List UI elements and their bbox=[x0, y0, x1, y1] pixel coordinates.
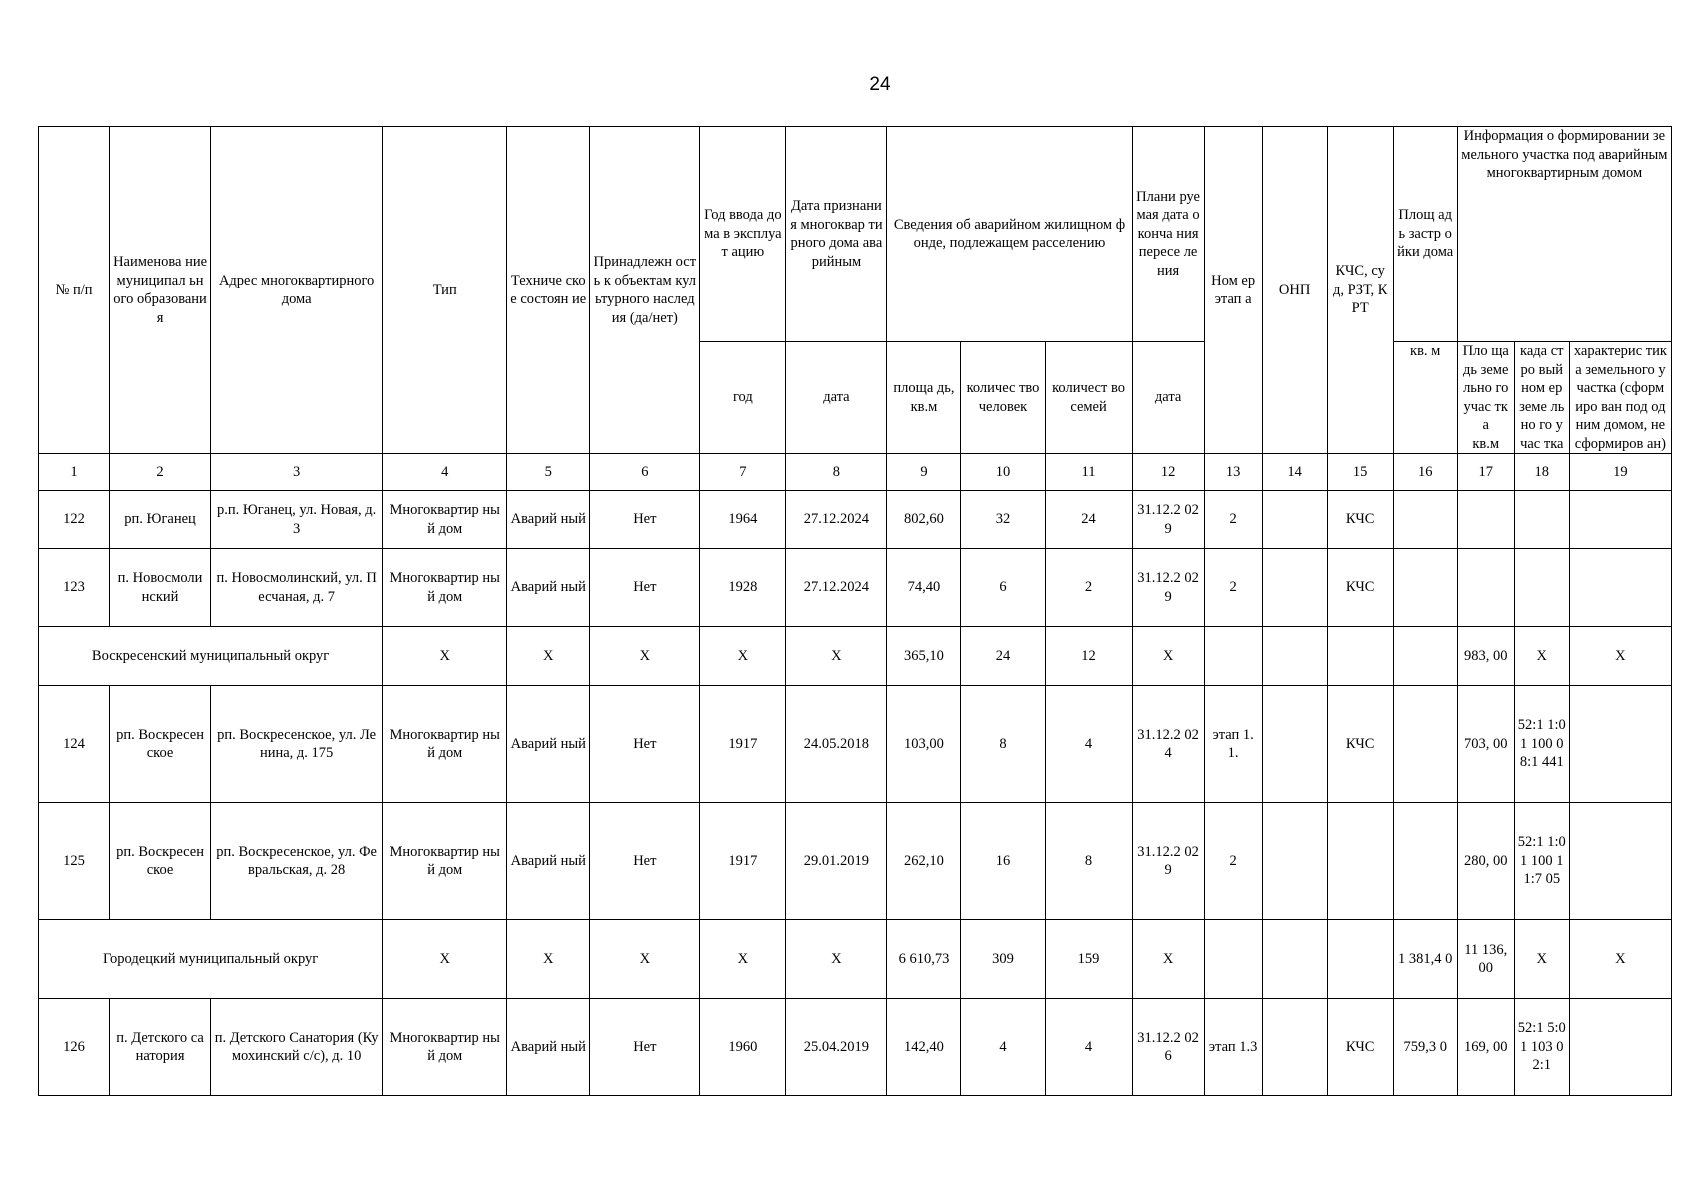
cell-land-char bbox=[1569, 491, 1671, 549]
cell-planned: 31.12.2 029 bbox=[1132, 803, 1204, 920]
cell-stage: 2 bbox=[1204, 803, 1262, 920]
subheader-families: количест во семей bbox=[1045, 342, 1132, 454]
col-number: 1 bbox=[39, 454, 110, 491]
summary-district-name: Воскресенский муниципальный округ bbox=[39, 627, 383, 686]
cell-cadastral: 52:1 5:01 103 02:1 bbox=[1514, 999, 1569, 1096]
cell-year: 1928 bbox=[700, 549, 786, 627]
cell-land-char bbox=[1569, 549, 1671, 627]
summary-row bbox=[39, 627, 1672, 686]
cell-people: 16 bbox=[961, 803, 1045, 920]
cell-stage: 2 bbox=[1204, 549, 1262, 627]
cell-built-area bbox=[1393, 491, 1457, 549]
cell-date: X bbox=[786, 627, 887, 686]
cell-land-char: X bbox=[1569, 920, 1671, 999]
cell-heritage: Нет bbox=[590, 686, 700, 803]
header-recognition-date: Дата признания многоквар тирного дома аварийным bbox=[786, 127, 887, 342]
cell-year: 1964 bbox=[700, 491, 786, 549]
cell-date: 27.12.2024 bbox=[786, 491, 887, 549]
cell-people: 4 bbox=[961, 999, 1045, 1096]
cell-families: 4 bbox=[1045, 999, 1132, 1096]
col-number: 4 bbox=[383, 454, 507, 491]
cell-area: 365,10 bbox=[887, 627, 961, 686]
cell-planned: X bbox=[1132, 627, 1204, 686]
cell-stage: 2 bbox=[1204, 491, 1262, 549]
col-number: 11 bbox=[1045, 454, 1132, 491]
cell-built-area: 1 381,4 0 bbox=[1393, 920, 1457, 999]
cell-num: 124 bbox=[39, 686, 110, 803]
cell-type: Многоквартир ный дом bbox=[383, 491, 507, 549]
summary-row bbox=[39, 920, 1672, 999]
cell-land-char bbox=[1569, 999, 1671, 1096]
cell-people: 32 bbox=[961, 491, 1045, 549]
cell-address: п. Новосмолинский, ул. Песчаная, д. 7 bbox=[211, 549, 383, 627]
header-built-area: Площ адь застр ойки дома bbox=[1393, 127, 1457, 342]
cell-municipality: рп. Воскресен ское bbox=[110, 803, 211, 920]
cell-area: 802,60 bbox=[887, 491, 961, 549]
emergency-housing-table bbox=[38, 126, 1672, 1096]
cell-area: 262,10 bbox=[887, 803, 961, 920]
col-number: 13 bbox=[1204, 454, 1262, 491]
cell-area: 142,40 bbox=[887, 999, 961, 1096]
cell-land-area: 280, 00 bbox=[1457, 803, 1514, 920]
cell-state: X bbox=[507, 627, 590, 686]
page-number: 24 bbox=[869, 74, 891, 95]
cell-area: 6 610,73 bbox=[887, 920, 961, 999]
cell-planned: X bbox=[1132, 920, 1204, 999]
cell-num: 122 bbox=[39, 491, 110, 549]
land-area-label: Пло щадь земе льно го учас тка bbox=[1462, 343, 1509, 433]
cell-onp bbox=[1262, 491, 1327, 549]
cell-land-area bbox=[1457, 549, 1514, 627]
header-kchs: КЧС, суд, РЗТ, КРТ bbox=[1327, 127, 1393, 454]
cell-heritage: X bbox=[590, 627, 700, 686]
cell-state: Аварий ный bbox=[507, 999, 590, 1096]
cell-type: X bbox=[383, 627, 507, 686]
cell-date: 29.01.2019 bbox=[786, 803, 887, 920]
cell-state: X bbox=[507, 920, 590, 999]
header-onp: ОНП bbox=[1262, 127, 1327, 454]
cell-area: 103,00 bbox=[887, 686, 961, 803]
col-number: 12 bbox=[1132, 454, 1204, 491]
cell-date: X bbox=[786, 920, 887, 999]
table-row bbox=[39, 549, 1672, 627]
header-address: Адрес многоквартирного дома bbox=[211, 127, 383, 454]
header-tech-state: Техниче ское состоян ие bbox=[507, 127, 590, 454]
cell-state: Аварий ный bbox=[507, 803, 590, 920]
cell-cadastral bbox=[1514, 491, 1569, 549]
cell-land-area: 983, 00 bbox=[1457, 627, 1514, 686]
cell-people: 6 bbox=[961, 549, 1045, 627]
cell-land-char bbox=[1569, 686, 1671, 803]
cell-families: 2 bbox=[1045, 549, 1132, 627]
cell-families: 12 bbox=[1045, 627, 1132, 686]
cell-heritage: Нет bbox=[590, 549, 700, 627]
cell-heritage: Нет bbox=[590, 999, 700, 1096]
header-stage: Ном ер этап а bbox=[1204, 127, 1262, 454]
col-number: 15 bbox=[1327, 454, 1393, 491]
cell-onp bbox=[1262, 999, 1327, 1096]
cell-kchs bbox=[1327, 627, 1393, 686]
cell-address: рп. Воскресенское, ул. Ленина, д. 175 bbox=[211, 686, 383, 803]
cell-type: Многоквартир ный дом bbox=[383, 549, 507, 627]
cell-municipality: рп. Юганец bbox=[110, 491, 211, 549]
table-row bbox=[39, 491, 1672, 549]
cell-land-area bbox=[1457, 491, 1514, 549]
table-row bbox=[39, 803, 1672, 920]
cell-onp bbox=[1262, 549, 1327, 627]
cell-municipality: п. Детского санатория bbox=[110, 999, 211, 1096]
cell-built-area: 759,3 0 bbox=[1393, 999, 1457, 1096]
subheader-date: дата bbox=[786, 342, 887, 454]
cell-land-area: 169, 00 bbox=[1457, 999, 1514, 1096]
cell-cadastral: X bbox=[1514, 920, 1569, 999]
cell-num: 126 bbox=[39, 999, 110, 1096]
header-emergency-fund: Сведения об аварийном жилищном фонде, подлежащем расселению bbox=[887, 127, 1132, 342]
cell-families: 24 bbox=[1045, 491, 1132, 549]
subheader-built-unit: кв. м bbox=[1393, 342, 1457, 454]
header-row-1 bbox=[39, 127, 1672, 342]
cell-families: 4 bbox=[1045, 686, 1132, 803]
col-number: 17 bbox=[1457, 454, 1514, 491]
col-number: 7 bbox=[700, 454, 786, 491]
cell-municipality: п. Новосмоли нский bbox=[110, 549, 211, 627]
cell-kchs bbox=[1327, 920, 1393, 999]
cell-land-char bbox=[1569, 803, 1671, 920]
cell-state: Аварий ный bbox=[507, 549, 590, 627]
cell-planned: 31.12.2 029 bbox=[1132, 549, 1204, 627]
cell-kchs: КЧС bbox=[1327, 999, 1393, 1096]
cell-year: 1960 bbox=[700, 999, 786, 1096]
header-year-built: Год ввода дома в эксплуат ацию bbox=[700, 127, 786, 342]
cell-area: 74,40 bbox=[887, 549, 961, 627]
cell-year: 1917 bbox=[700, 803, 786, 920]
cell-state: Аварий ный bbox=[507, 491, 590, 549]
cell-land-area: 703, 00 bbox=[1457, 686, 1514, 803]
cell-stage: этап 1.3 bbox=[1204, 999, 1262, 1096]
cell-families: 159 bbox=[1045, 920, 1132, 999]
col-number: 6 bbox=[590, 454, 700, 491]
cell-kchs: КЧС bbox=[1327, 549, 1393, 627]
table-row bbox=[39, 686, 1672, 803]
cell-address: рп. Воскресенское, ул. Февральская, д. 28 bbox=[211, 803, 383, 920]
col-number: 18 bbox=[1514, 454, 1569, 491]
col-number: 10 bbox=[961, 454, 1045, 491]
cell-heritage: Нет bbox=[590, 803, 700, 920]
cell-onp bbox=[1262, 627, 1327, 686]
cell-address: р.п. Юганец, ул. Новая, д. 3 bbox=[211, 491, 383, 549]
cell-stage bbox=[1204, 920, 1262, 999]
cell-onp bbox=[1262, 803, 1327, 920]
summary-district-name: Городецкий муниципальный округ bbox=[39, 920, 383, 999]
col-number: 8 bbox=[786, 454, 887, 491]
cell-heritage: Нет bbox=[590, 491, 700, 549]
cell-onp bbox=[1262, 920, 1327, 999]
subheader-planned-date: дата bbox=[1132, 342, 1204, 454]
header-heritage: Принадлежн ость к объектам культурного наследия (да/нет) bbox=[590, 127, 700, 454]
cell-cadastral: 52:1 1:01 100 11:7 05 bbox=[1514, 803, 1569, 920]
cell-built-area bbox=[1393, 627, 1457, 686]
cell-type: Многоквартир ный дом bbox=[383, 803, 507, 920]
col-number: 2 bbox=[110, 454, 211, 491]
cell-date: 24.05.2018 bbox=[786, 686, 887, 803]
col-number: 14 bbox=[1262, 454, 1327, 491]
header-planned-date: Плани руемая дата оконча ния пересе ления bbox=[1132, 127, 1204, 342]
cell-cadastral: 52:1 1:01 100 08:1 441 bbox=[1514, 686, 1569, 803]
cell-land-area: 11 136, 00 bbox=[1457, 920, 1514, 999]
column-number-row bbox=[39, 454, 1672, 491]
subheader-people: количес тво человек bbox=[961, 342, 1045, 454]
cell-onp bbox=[1262, 686, 1327, 803]
subheader-year: год bbox=[700, 342, 786, 454]
cell-date: 27.12.2024 bbox=[786, 549, 887, 627]
cell-planned: 31.12.2 029 bbox=[1132, 491, 1204, 549]
cell-year: X bbox=[700, 627, 786, 686]
cell-people: 8 bbox=[961, 686, 1045, 803]
cell-people: 24 bbox=[961, 627, 1045, 686]
cell-kchs: КЧС bbox=[1327, 686, 1393, 803]
cell-address: п. Детского Санатория (Кумохинский с/с), д. 10 bbox=[211, 999, 383, 1096]
col-number: 19 bbox=[1569, 454, 1671, 491]
cell-built-area bbox=[1393, 803, 1457, 920]
header-num: № п/п bbox=[39, 127, 110, 454]
cell-municipality: рп. Воскресен ское bbox=[110, 686, 211, 803]
subheader-land-char: характерис тика земельного участка (сформиро ван под одним домом, не сформиров ан) bbox=[1569, 342, 1671, 454]
subheader-cadastral: када стро вый ном ер земе льно го учас тка bbox=[1514, 342, 1569, 454]
subheader-area: площа дь, кв.м bbox=[887, 342, 961, 454]
cell-date: 25.04.2019 bbox=[786, 999, 887, 1096]
cell-type: Многоквартир ный дом bbox=[383, 999, 507, 1096]
cell-year: X bbox=[700, 920, 786, 999]
cell-heritage: X bbox=[590, 920, 700, 999]
cell-cadastral bbox=[1514, 549, 1569, 627]
subheader-land-area bbox=[1457, 342, 1514, 454]
table-row bbox=[39, 999, 1672, 1096]
col-number: 5 bbox=[507, 454, 590, 491]
land-area-unit: кв.м bbox=[1472, 435, 1500, 452]
header-land-info: Информация о формировании земельного участка под аварийным многоквартирным домом bbox=[1457, 127, 1671, 342]
cell-type: X bbox=[383, 920, 507, 999]
cell-families: 8 bbox=[1045, 803, 1132, 920]
cell-cadastral: X bbox=[1514, 627, 1569, 686]
cell-state: Аварий ный bbox=[507, 686, 590, 803]
cell-num: 125 bbox=[39, 803, 110, 920]
header-type: Тип bbox=[383, 127, 507, 454]
cell-stage bbox=[1204, 627, 1262, 686]
cell-built-area bbox=[1393, 549, 1457, 627]
col-number: 16 bbox=[1393, 454, 1457, 491]
cell-stage: этап 1.1. bbox=[1204, 686, 1262, 803]
cell-kchs: КЧС bbox=[1327, 491, 1393, 549]
cell-people: 309 bbox=[961, 920, 1045, 999]
cell-num: 123 bbox=[39, 549, 110, 627]
cell-year: 1917 bbox=[700, 686, 786, 803]
cell-planned: 31.12.2 026 bbox=[1132, 999, 1204, 1096]
cell-land-char: X bbox=[1569, 627, 1671, 686]
col-number: 3 bbox=[211, 454, 383, 491]
header-municipality: Наименова ние муниципал ьного образовани я bbox=[110, 127, 211, 454]
cell-built-area bbox=[1393, 686, 1457, 803]
col-number: 9 bbox=[887, 454, 961, 491]
cell-type: Многоквартир ный дом bbox=[383, 686, 507, 803]
cell-planned: 31.12.2 024 bbox=[1132, 686, 1204, 803]
cell-kchs bbox=[1327, 803, 1393, 920]
